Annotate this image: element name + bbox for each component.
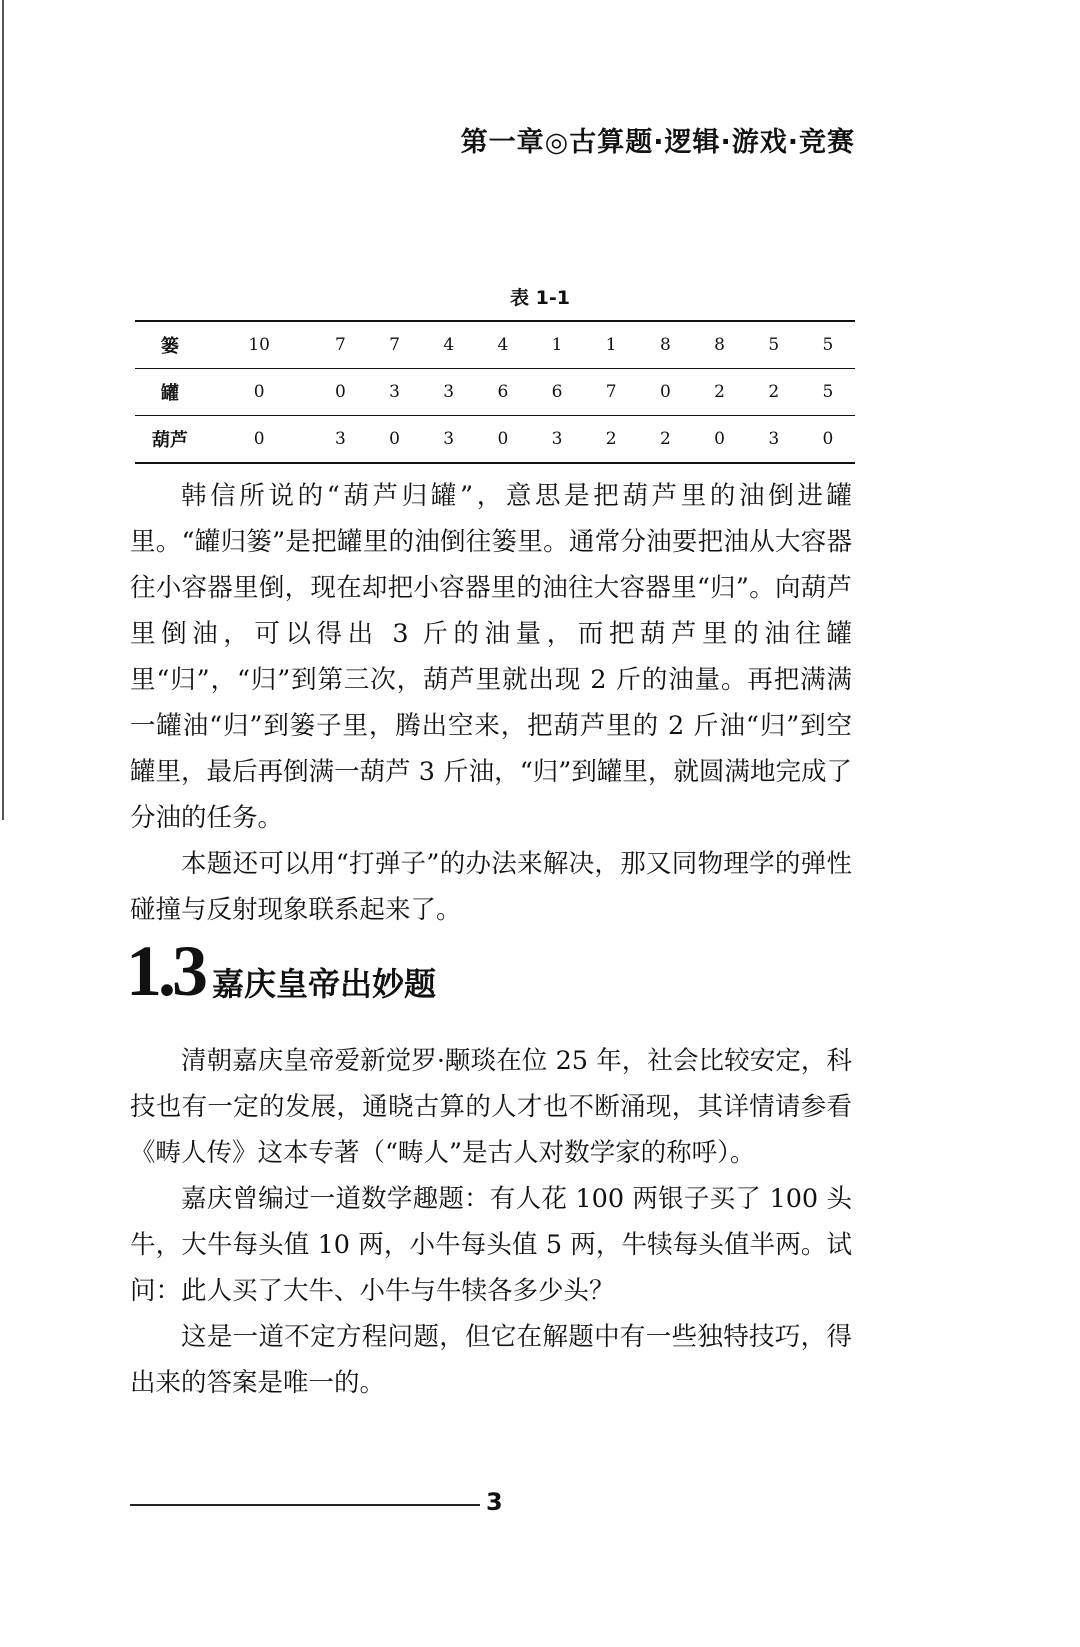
table-cell: 7 bbox=[313, 321, 367, 369]
table-cell: 0 bbox=[801, 416, 855, 464]
running-header: 第一章◎古算题·逻辑·游戏·竞赛 bbox=[460, 127, 855, 158]
paragraph: 这是一道不定方程问题，但它在解题中有一些独特技巧，得出来的答案是唯一的。 bbox=[130, 1322, 852, 1398]
table-cell: 7 bbox=[367, 321, 421, 369]
table-cell: 1 bbox=[584, 321, 638, 369]
paragraph: 嘉庆曾编过一道数学趣题：有人花 100 两银子买了 100 头牛，大牛每头值 10 两，小牛每头值 5 两，牛犊每头值半两。试问：此人买了大牛、小牛与牛犊各多少头？ bbox=[130, 1184, 852, 1306]
table-cell: 0 bbox=[692, 416, 746, 464]
table-cell: 7 bbox=[584, 369, 638, 416]
section-title: 嘉庆皇帝出妙题 bbox=[212, 965, 437, 1003]
table-cell: 8 bbox=[692, 321, 746, 369]
table-cell: 3 bbox=[530, 416, 584, 464]
table-cell: 3 bbox=[367, 369, 421, 416]
table-cell: 2 bbox=[747, 369, 801, 416]
table-cell: 0 bbox=[476, 416, 530, 464]
table-cell: 6 bbox=[530, 369, 584, 416]
table-cell: 0 bbox=[638, 369, 692, 416]
section-number: 1.3 bbox=[126, 931, 204, 1011]
table-cell: 10 bbox=[205, 321, 313, 369]
row-label: 篓 bbox=[135, 321, 205, 369]
row-label: 罐 bbox=[135, 369, 205, 416]
table-cell: 0 bbox=[205, 369, 313, 416]
table-cell: 0 bbox=[205, 416, 313, 464]
footer-rule bbox=[130, 1504, 480, 1506]
page-edge-shadow bbox=[2, 0, 4, 820]
table-cell: 4 bbox=[476, 321, 530, 369]
table-cell: 3 bbox=[422, 369, 476, 416]
table-row bbox=[135, 369, 855, 416]
row-label: 葫芦 bbox=[135, 416, 205, 464]
table-cell: 0 bbox=[367, 416, 421, 464]
table-cell: 3 bbox=[313, 416, 367, 464]
section-a-body bbox=[130, 473, 852, 933]
table-row bbox=[135, 321, 855, 369]
table-row bbox=[135, 416, 855, 464]
table-cell: 8 bbox=[638, 321, 692, 369]
oil-distribution-table bbox=[135, 320, 855, 464]
table-cell: 2 bbox=[692, 369, 746, 416]
paragraph: 韩信所说的“葫芦归罐”，意思是把葫芦里的油倒进罐里。“罐归篓”是把罐里的油倒往篓里。通常分油要把油从大容器往小容器里倒，现在却把小容器里的油往大容器里“归”。向葫芦里倒油，可以得出 3 斤的油量，而把葫芦里的油往罐里“归”，“归”到第三次，葫芦里就出现 2 斤的油量。再把满满一罐油“归”到篓子里，腾出空来，把葫芦里的 2 斤油“归”到空罐里，最后再倒满一葫芦 3 斤油，“归”到罐里，就圆满地完成了分油的任务。 bbox=[130, 481, 852, 833]
section-heading bbox=[126, 930, 436, 1013]
paragraph: 清朝嘉庆皇帝爱新觉罗·颙琰在位 25 年，社会比较安定，科技也有一定的发展，通晓古算的人才也不断涌现，其详情请参看《畴人传》这本专著（“畴人”是古人对数学家的称呼）。 bbox=[130, 1046, 852, 1168]
section-b-body bbox=[130, 1038, 852, 1406]
table-cell: 2 bbox=[638, 416, 692, 464]
table-caption: 表 1-1 bbox=[510, 287, 570, 309]
page-number: 3 bbox=[486, 1488, 503, 1516]
table-cell: 5 bbox=[801, 321, 855, 369]
table-cell: 2 bbox=[584, 416, 638, 464]
table-cell: 6 bbox=[476, 369, 530, 416]
table-cell: 5 bbox=[801, 369, 855, 416]
table-cell: 3 bbox=[422, 416, 476, 464]
table-body bbox=[135, 321, 855, 463]
table-cell: 0 bbox=[313, 369, 367, 416]
table-cell: 4 bbox=[422, 321, 476, 369]
table-cell: 5 bbox=[747, 321, 801, 369]
table-cell: 1 bbox=[530, 321, 584, 369]
table-cell: 3 bbox=[747, 416, 801, 464]
paragraph: 本题还可以用“打弹子”的办法来解决，那又同物理学的弹性碰撞与反射现象联系起来了。 bbox=[130, 849, 852, 925]
